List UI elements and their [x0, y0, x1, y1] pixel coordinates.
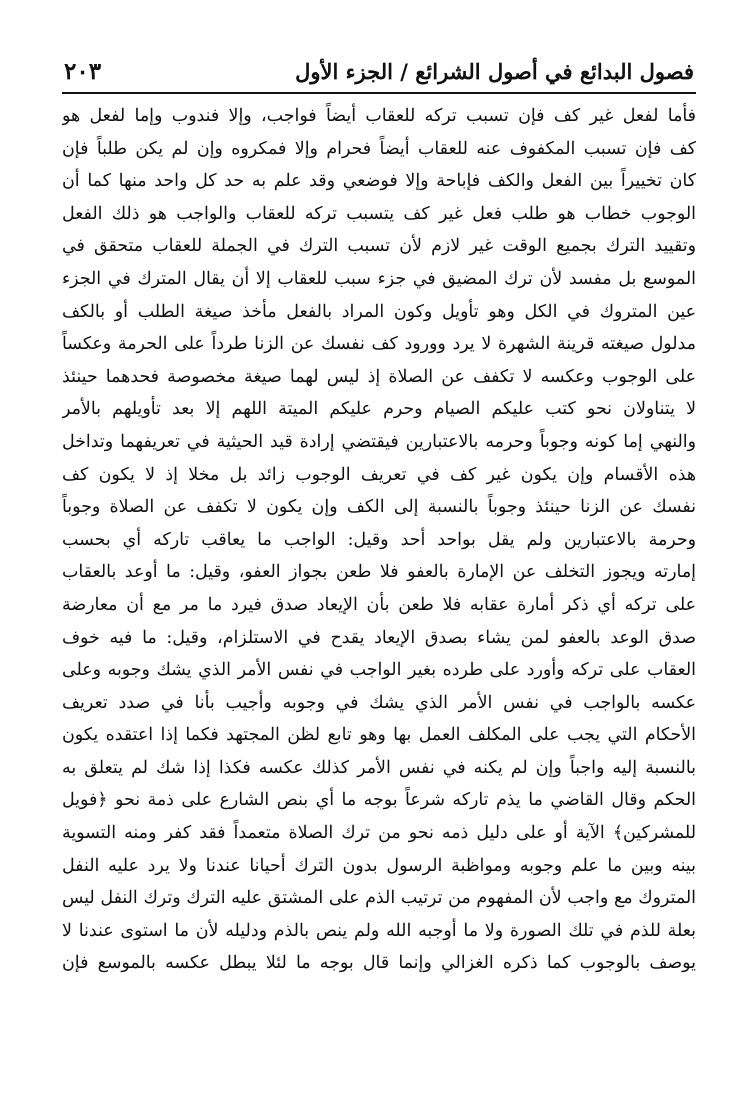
text-line: نفسك عن الزنا حينئذ وجوباً بالنسبة إلى الكف وإن يكون لا تكفف عن الصلاة وجوباً: [62, 497, 696, 518]
book-title: فصول البدائع في أصول الشرائع / الجزء الأول: [295, 58, 694, 84]
page-number: ٢٠٣: [64, 57, 102, 85]
text-line: كان تخييراً بين الفعل والكف فإباحة وإلا فوضعي وقد علم به حد كل واحد منها كما أن: [62, 171, 696, 192]
text-line: لا يتناولان نحو كتب عليكم الصيام وحرم عليكم الميتة اللهم إلا بعد تأويلهم بالأمر: [62, 399, 696, 420]
text-line: والنهي إما كونه وجوباً وحرمه بالاعتبارين فيقتضي إرادة قيد الحيثية في تعريفهما وتداخل: [62, 431, 696, 452]
text-line: الوجوب خطاب هو طلب فعل غير كف يتسبب تركه للعقاب والواجب هو ذلك الفعل: [62, 203, 696, 224]
body-text: [62, 100, 696, 980]
document-page: [62, 52, 696, 1052]
text-line: فأما لفعل غير كف فإن تسبب تركه للعقاب أيضاً فواجب، وإلا فندوب وإما لفعل هو: [62, 106, 696, 126]
text-line: وحرمة بالاعتبارين ولم يقل بواحد أحد وقيل: الواجب ما يعاقب تاركه أي بحسب: [62, 529, 696, 550]
text-line: وتقييد الترك بجميع الوقت غير لازم لأن تسبب الترك في الجملة للعقاب متحقق في: [62, 236, 696, 257]
text-line: صدق الوعد بالعفو لمن يشاء بصدق الإيعاد يقدح في الاستلزام، وقيل: ما فيه خوف: [62, 627, 696, 648]
text-line: كف فإن تسبب المكفوف عنه للعقاب أيضاً فحرام وإلا فمكروه وإن لم يكن طلباً فإن: [62, 138, 696, 159]
text-line: الموسع بل مفسد لأن ترك المضيق في جزء سبب للعقاب إلا أن يقال المترك في الجزء: [62, 268, 696, 289]
text-line: للمشركين﴾ الآية أو على دليل ذمه نحو من ترك الصلاة متعمداً فقد كفر ومنه التسوية: [62, 823, 696, 844]
text-line: بينه وبين ما علم وجوبه ومواظبة الرسول بدون الترك أحيانا عندنا ولا يرد عليه النفل: [62, 855, 696, 876]
text-line: بالنسبة إليه واجباً وإن لم يكنه في نفس الأمر كذلك عكسه فكذا إذا شك لم يتعلق به: [62, 757, 696, 778]
text-line: بعلة للذم في تلك الصورة ولا ما أوجبه الله ولم ينص بالذم ودليله لأن ما استوى عندنا لا: [62, 920, 696, 941]
text-line: على الوجوب وعكسه لا تكفف عن الصلاة إذ ليس لهما صيغة مخصوصة فحدهما حينئذ: [62, 366, 696, 387]
text-line: يوصف بالوجوب كما ذكره الغزالي وإنما قال بوجه ما لئلا يبطل عكسه بالموسع فإن: [62, 953, 696, 974]
text-line: العقاب على تركه وأورد على طرده بغير الواجب في نفس الأمر الذي يشك وجوبه وعلى: [62, 660, 696, 681]
text-line: عين المتروك في الكل وهو تأويل وكون المراد بالفعل مأخذ صيغة الطلب أو بالكف: [62, 301, 696, 322]
text-line: الحكم وقال القاضي ما يذم تاركه شرعاً بوجه ما أي بنص الشارع على ذمة نحو ﴿فويل: [62, 790, 696, 811]
text-line: مدلول صيغته قرينة الشهرة لا يرد وورود كف نفسك عن الزنا طرداً على الحرمة وعكساً: [62, 334, 696, 355]
text-line: إمارته ويجوز التخلف عن الإمارة بالعفو فلا طعن بجواز العفو، وقيل: ما أوعد بالعقاب: [62, 562, 696, 583]
text-line: المتروك مع واجب لأن المفهوم من ترتيب الذم على المشتق عليه الترك وترك النفل ليس: [62, 888, 696, 909]
text-line: الأحكام التي يجب على المكلف العمل بها وهو تابع لظن المجتهد فكما إذا اعتقده يكون: [62, 725, 696, 746]
text-line: عكسه بالواجب في نفس الأمر الذي يشك في وجوبه وأجيب بأنا في صدد تعريف: [62, 692, 696, 713]
text-line: هذه الأقسام وإن يكون غير كف في تعريف الوجوب زائد بل مخلا إذ لا يكون كف: [62, 464, 696, 485]
text-line: على تركه أي ذكر أمارة عقابه فلا طعن بأن الإيعاد صدق فيرد ما مر مع أن معارضة: [62, 594, 696, 615]
header-rule: [62, 92, 696, 94]
page-header: [62, 52, 696, 90]
